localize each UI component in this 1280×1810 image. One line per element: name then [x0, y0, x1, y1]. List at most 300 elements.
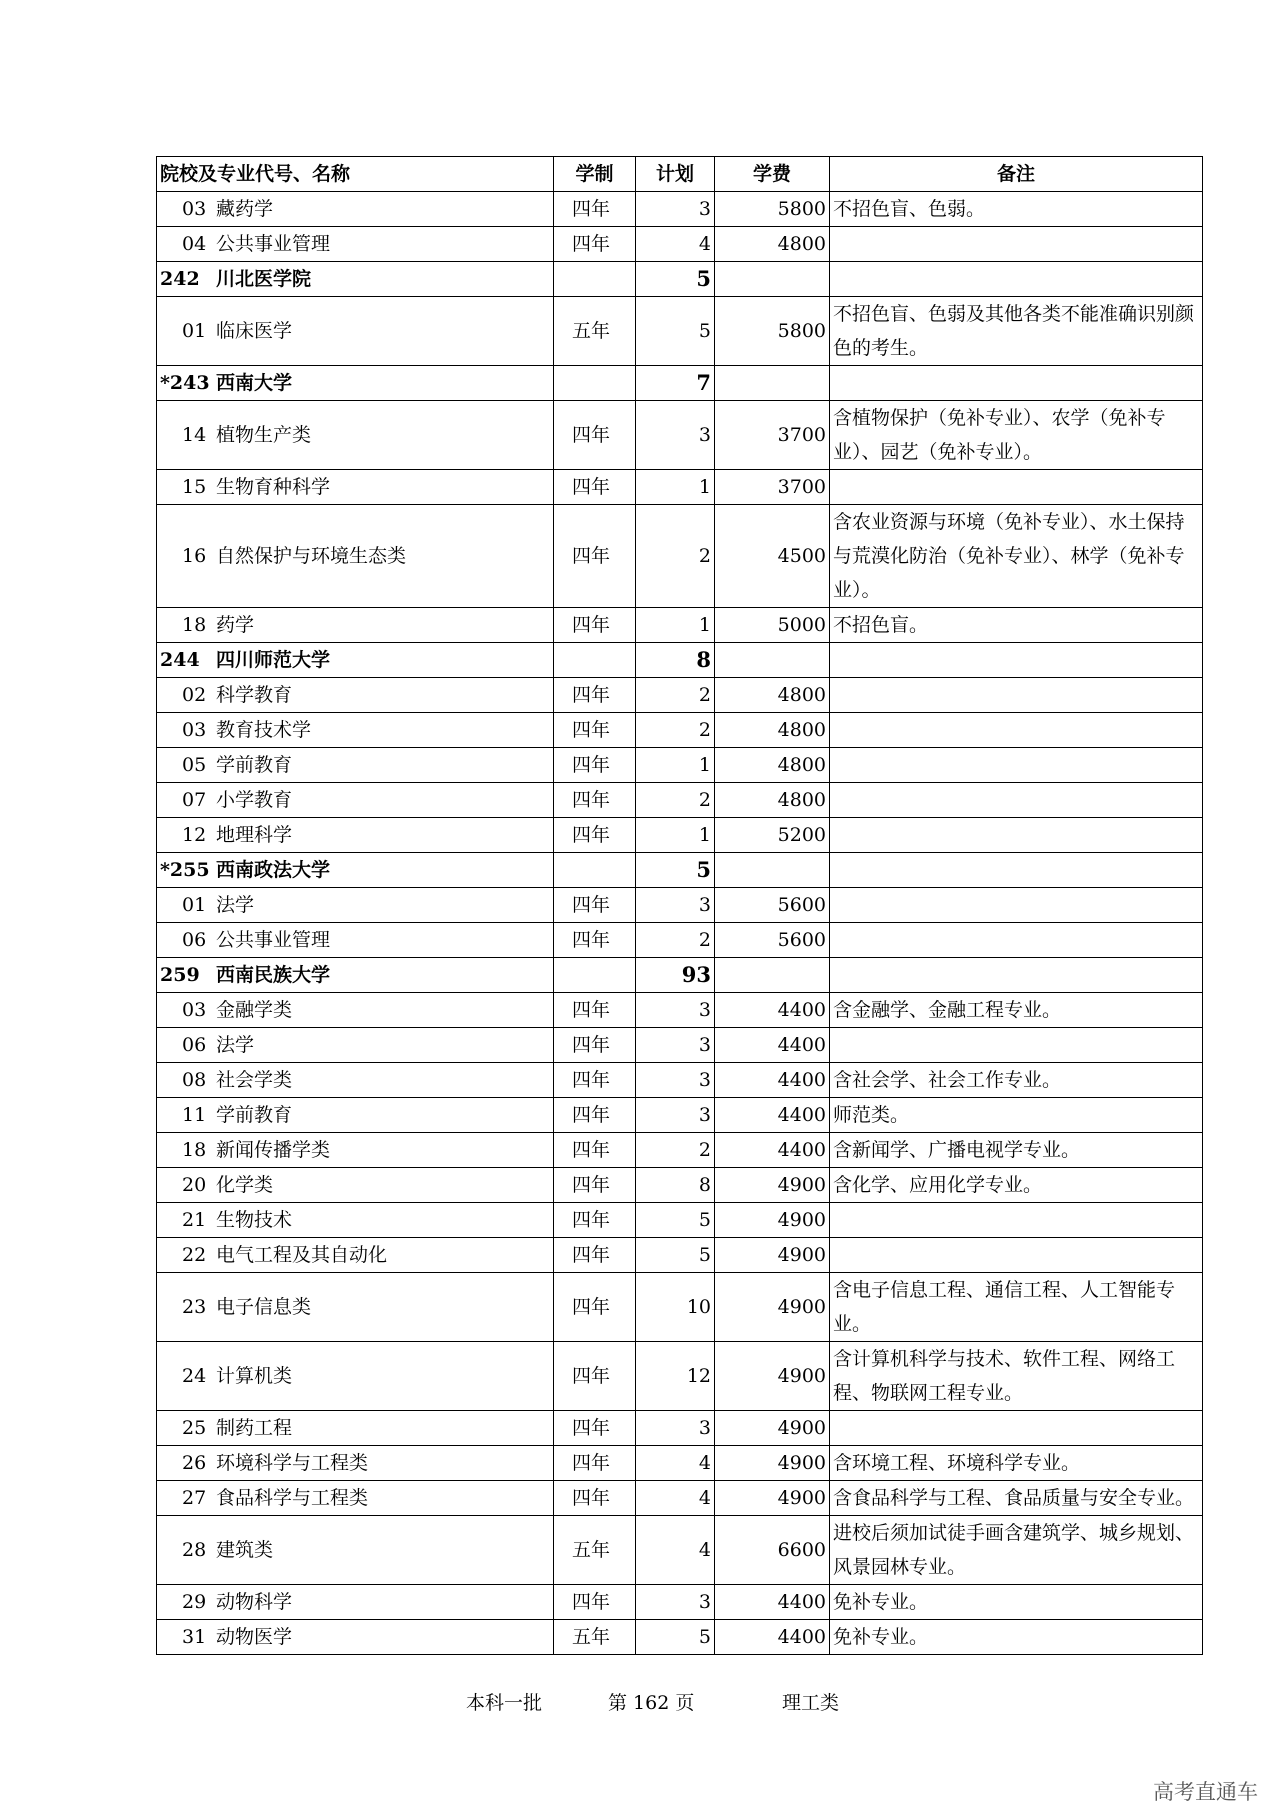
major-fee: 4400	[715, 1585, 830, 1620]
major-note-text: 免补专业。	[833, 1591, 929, 1613]
major-note	[830, 192, 1203, 227]
major-note-text: 含食品科学与工程、食品质量与安全专业。	[833, 1487, 1195, 1509]
major-code: 27	[182, 1487, 207, 1509]
major-note-text: 含化学、应用化学专业。	[833, 1174, 1043, 1196]
page-footer	[0, 1688, 1280, 1718]
major-fee: 3700	[715, 470, 830, 505]
major-system: 四年	[554, 1273, 636, 1342]
major-row	[157, 1411, 1203, 1446]
major-system: 四年	[554, 1203, 636, 1238]
school-system	[554, 853, 636, 888]
major-row	[157, 192, 1203, 227]
major-note	[830, 1585, 1203, 1620]
major-fee: 4400	[715, 1620, 830, 1655]
school-row	[157, 366, 1203, 401]
major-name: 植物生产类	[216, 424, 312, 446]
major-name: 自然保护与环境生态类	[216, 545, 407, 567]
major-name: 金融学类	[216, 999, 293, 1021]
major-cell	[157, 192, 554, 227]
major-cell	[157, 678, 554, 713]
major-name: 药学	[216, 614, 255, 636]
major-note	[830, 1168, 1203, 1203]
major-code: 15	[182, 476, 207, 498]
major-name: 公共事业管理	[216, 233, 331, 255]
major-code: 20	[182, 1174, 207, 1196]
major-row	[157, 1481, 1203, 1516]
major-note	[830, 1411, 1203, 1446]
school-name: 川北医学院	[216, 268, 312, 290]
school-plan: 5	[636, 853, 715, 888]
major-note	[830, 818, 1203, 853]
major-note	[830, 1028, 1203, 1063]
school-row	[157, 262, 1203, 297]
school-plan: 5	[636, 262, 715, 297]
major-fee: 4400	[715, 1063, 830, 1098]
major-name: 社会学类	[216, 1069, 293, 1091]
major-system: 四年	[554, 470, 636, 505]
major-system: 四年	[554, 748, 636, 783]
major-plan: 2	[636, 713, 715, 748]
school-plan: 7	[636, 366, 715, 401]
major-code: 04	[182, 233, 207, 255]
major-note	[830, 1446, 1203, 1481]
major-system: 四年	[554, 993, 636, 1028]
major-code: 22	[182, 1244, 207, 1266]
major-code: 28	[182, 1539, 207, 1561]
major-note	[830, 401, 1203, 470]
major-cell	[157, 1238, 554, 1273]
major-name: 藏药学	[216, 198, 274, 220]
major-fee: 5600	[715, 923, 830, 958]
school-system	[554, 958, 636, 993]
major-name: 科学教育	[216, 684, 293, 706]
school-note	[830, 853, 1203, 888]
major-row	[157, 923, 1203, 958]
major-name: 新闻传播学类	[216, 1139, 331, 1161]
major-plan: 5	[636, 1203, 715, 1238]
major-cell	[157, 993, 554, 1028]
major-system: 四年	[554, 1028, 636, 1063]
major-code: 31	[182, 1626, 207, 1648]
major-name: 动物科学	[216, 1591, 293, 1613]
major-name: 学前教育	[216, 754, 293, 776]
major-plan: 3	[636, 192, 715, 227]
major-note	[830, 1063, 1203, 1098]
major-name: 电子信息类	[216, 1296, 312, 1318]
school-code: 259	[160, 964, 200, 986]
major-plan: 3	[636, 1585, 715, 1620]
school-row	[157, 958, 1203, 993]
header-system: 学制	[554, 157, 636, 192]
major-system: 五年	[554, 1620, 636, 1655]
major-fee: 4900	[715, 1168, 830, 1203]
school-code: 244	[160, 649, 200, 671]
major-cell	[157, 1411, 554, 1446]
major-row	[157, 1516, 1203, 1585]
major-note-text: 不招色盲、色弱及其他各类不能准确识别颜色的考生。	[833, 303, 1195, 359]
major-fee: 4900	[715, 1481, 830, 1516]
major-note	[830, 1098, 1203, 1133]
major-cell	[157, 1342, 554, 1411]
major-plan: 4	[636, 1481, 715, 1516]
major-system: 四年	[554, 401, 636, 470]
major-code: 25	[182, 1417, 207, 1439]
major-system: 四年	[554, 783, 636, 818]
major-name: 计算机类	[216, 1365, 293, 1387]
school-name: 西南民族大学	[216, 964, 331, 986]
school-cell	[157, 366, 554, 401]
major-note-text: 含农业资源与环境（免补专业）、水土保持与荒漠化防治（免补专业）、林学（免补专业）。	[833, 511, 1185, 601]
major-cell	[157, 1133, 554, 1168]
major-name: 电气工程及其自动化	[216, 1244, 388, 1266]
major-plan: 1	[636, 470, 715, 505]
major-fee: 3700	[715, 401, 830, 470]
major-fee: 4500	[715, 505, 830, 608]
major-system: 四年	[554, 1411, 636, 1446]
footer-batch: 本科一批	[466, 1692, 543, 1714]
major-plan: 3	[636, 401, 715, 470]
major-note	[830, 505, 1203, 608]
major-name: 临床医学	[216, 320, 293, 342]
major-note	[830, 1620, 1203, 1655]
school-note	[830, 366, 1203, 401]
major-plan: 1	[636, 748, 715, 783]
admission-plan-table	[156, 156, 1203, 1655]
major-plan: 4	[636, 227, 715, 262]
major-fee: 4900	[715, 1203, 830, 1238]
major-system: 四年	[554, 1098, 636, 1133]
school-name: 西南政法大学	[216, 859, 331, 881]
major-cell	[157, 297, 554, 366]
major-cell	[157, 1446, 554, 1481]
school-plan: 8	[636, 643, 715, 678]
major-code: 06	[182, 1034, 207, 1056]
major-fee: 4900	[715, 1411, 830, 1446]
table-body	[157, 192, 1203, 1655]
major-code: 02	[182, 684, 207, 706]
major-cell	[157, 1098, 554, 1133]
major-row	[157, 505, 1203, 608]
major-cell	[157, 1585, 554, 1620]
major-system: 四年	[554, 1168, 636, 1203]
major-row	[157, 1063, 1203, 1098]
major-row	[157, 1446, 1203, 1481]
major-row	[157, 1133, 1203, 1168]
school-code: *243	[160, 372, 210, 394]
major-plan: 1	[636, 608, 715, 643]
major-row	[157, 678, 1203, 713]
footer-page-number: 第 162 页	[608, 1692, 695, 1714]
major-row	[157, 888, 1203, 923]
major-cell	[157, 227, 554, 262]
major-system: 四年	[554, 1342, 636, 1411]
major-system: 四年	[554, 713, 636, 748]
major-note	[830, 1203, 1203, 1238]
major-fee: 4900	[715, 1273, 830, 1342]
major-fee: 4900	[715, 1446, 830, 1481]
major-note	[830, 227, 1203, 262]
major-note-text: 含新闻学、广播电视学专业。	[833, 1139, 1081, 1161]
major-name: 生物育种科学	[216, 476, 331, 498]
major-cell	[157, 1273, 554, 1342]
major-fee: 5000	[715, 608, 830, 643]
major-row	[157, 1028, 1203, 1063]
major-row	[157, 1620, 1203, 1655]
major-fee: 4400	[715, 993, 830, 1028]
major-plan: 1	[636, 818, 715, 853]
school-system	[554, 366, 636, 401]
major-note-text: 含电子信息工程、通信工程、人工智能专业。	[833, 1279, 1176, 1335]
major-fee: 4400	[715, 1098, 830, 1133]
major-cell	[157, 888, 554, 923]
school-name: 西南大学	[216, 372, 293, 394]
major-code: 08	[182, 1069, 207, 1091]
major-code: 24	[182, 1365, 207, 1387]
major-plan: 5	[636, 1620, 715, 1655]
major-note	[830, 713, 1203, 748]
school-name: 四川师范大学	[216, 649, 331, 671]
school-note	[830, 643, 1203, 678]
major-name: 化学类	[216, 1174, 274, 1196]
major-plan: 4	[636, 1446, 715, 1481]
major-name: 食品科学与工程类	[216, 1487, 369, 1509]
major-plan: 3	[636, 1028, 715, 1063]
major-system: 四年	[554, 923, 636, 958]
major-note	[830, 1481, 1203, 1516]
major-row	[157, 1238, 1203, 1273]
major-name: 学前教育	[216, 1104, 293, 1126]
major-cell	[157, 748, 554, 783]
major-system: 四年	[554, 1481, 636, 1516]
major-note	[830, 888, 1203, 923]
major-fee: 5800	[715, 192, 830, 227]
major-note-text: 含金融学、金融工程专业。	[833, 999, 1062, 1021]
major-note	[830, 608, 1203, 643]
major-plan: 12	[636, 1342, 715, 1411]
major-name: 建筑类	[216, 1539, 274, 1561]
major-note-text: 师范类。	[833, 1104, 910, 1126]
major-system: 四年	[554, 1446, 636, 1481]
major-cell	[157, 783, 554, 818]
footer-category: 理工类	[782, 1692, 840, 1714]
school-fee	[715, 262, 830, 297]
major-row	[157, 818, 1203, 853]
major-plan: 5	[636, 297, 715, 366]
major-row	[157, 227, 1203, 262]
major-row	[157, 748, 1203, 783]
major-note-text: 不招色盲。	[833, 614, 929, 636]
major-plan: 2	[636, 505, 715, 608]
major-row	[157, 1168, 1203, 1203]
major-note	[830, 1133, 1203, 1168]
major-name: 生物技术	[216, 1209, 293, 1231]
major-code: 16	[182, 545, 207, 567]
major-fee: 4800	[715, 227, 830, 262]
major-code: 07	[182, 789, 207, 811]
major-note	[830, 783, 1203, 818]
school-row	[157, 643, 1203, 678]
school-code: *255	[160, 859, 210, 881]
major-note-text: 免补专业。	[833, 1626, 929, 1648]
school-fee	[715, 853, 830, 888]
school-code: 242	[160, 268, 200, 290]
school-cell	[157, 853, 554, 888]
major-code: 14	[182, 424, 207, 446]
major-row	[157, 1585, 1203, 1620]
major-note-text: 不招色盲、色弱。	[833, 198, 986, 220]
major-name: 小学教育	[216, 789, 293, 811]
major-fee: 4900	[715, 1238, 830, 1273]
major-name: 环境科学与工程类	[216, 1452, 369, 1474]
major-fee: 5800	[715, 297, 830, 366]
major-system: 四年	[554, 1063, 636, 1098]
major-fee: 5600	[715, 888, 830, 923]
major-plan: 2	[636, 1133, 715, 1168]
school-row	[157, 853, 1203, 888]
major-note	[830, 993, 1203, 1028]
major-system: 四年	[554, 1585, 636, 1620]
major-cell	[157, 505, 554, 608]
major-cell	[157, 1063, 554, 1098]
major-fee: 4800	[715, 748, 830, 783]
major-code: 18	[182, 1139, 207, 1161]
major-cell	[157, 1620, 554, 1655]
major-note	[830, 1516, 1203, 1585]
header-name: 院校及专业代号、名称	[157, 157, 554, 192]
header-plan: 计划	[636, 157, 715, 192]
major-cell	[157, 923, 554, 958]
major-system: 四年	[554, 192, 636, 227]
major-name: 法学	[216, 894, 255, 916]
major-fee: 5200	[715, 818, 830, 853]
school-fee	[715, 366, 830, 401]
major-fee: 4800	[715, 678, 830, 713]
major-note-text: 进校后须加试徒手画含建筑学、城乡规划、风景园林专业。	[833, 1522, 1195, 1578]
watermark: 高考直通车	[1153, 1780, 1258, 1804]
major-note	[830, 1273, 1203, 1342]
major-code: 21	[182, 1209, 207, 1231]
major-system: 五年	[554, 1516, 636, 1585]
major-fee: 4400	[715, 1028, 830, 1063]
school-cell	[157, 958, 554, 993]
major-note	[830, 923, 1203, 958]
major-code: 01	[182, 894, 207, 916]
major-cell	[157, 818, 554, 853]
major-system: 四年	[554, 227, 636, 262]
school-fee	[715, 958, 830, 993]
major-code: 23	[182, 1296, 207, 1318]
major-code: 03	[182, 999, 207, 1021]
major-code: 12	[182, 824, 207, 846]
major-row	[157, 993, 1203, 1028]
school-plan: 93	[636, 958, 715, 993]
major-note	[830, 1342, 1203, 1411]
major-fee: 4800	[715, 783, 830, 818]
major-system: 四年	[554, 1238, 636, 1273]
major-note	[830, 1238, 1203, 1273]
major-fee: 4400	[715, 1133, 830, 1168]
school-note	[830, 262, 1203, 297]
major-cell	[157, 1516, 554, 1585]
major-code: 26	[182, 1452, 207, 1474]
major-plan: 8	[636, 1168, 715, 1203]
major-note-text: 含计算机科学与技术、软件工程、网络工程、物联网工程专业。	[833, 1348, 1176, 1404]
major-name: 教育技术学	[216, 719, 312, 741]
major-row	[157, 470, 1203, 505]
major-name: 公共事业管理	[216, 929, 331, 951]
major-cell	[157, 401, 554, 470]
header-fee: 学费	[715, 157, 830, 192]
major-plan: 3	[636, 1411, 715, 1446]
major-row	[157, 783, 1203, 818]
major-note-text: 含环境工程、环境科学专业。	[833, 1452, 1081, 1474]
major-name: 地理科学	[216, 824, 293, 846]
table-header-row	[157, 157, 1203, 192]
major-note	[830, 748, 1203, 783]
major-note	[830, 470, 1203, 505]
major-row	[157, 401, 1203, 470]
major-row	[157, 608, 1203, 643]
major-code: 29	[182, 1591, 207, 1613]
major-plan: 3	[636, 1063, 715, 1098]
major-cell	[157, 608, 554, 643]
major-plan: 2	[636, 783, 715, 818]
major-system: 四年	[554, 505, 636, 608]
major-fee: 4800	[715, 713, 830, 748]
major-cell	[157, 1481, 554, 1516]
major-note	[830, 297, 1203, 366]
major-plan: 5	[636, 1238, 715, 1273]
major-system: 五年	[554, 297, 636, 366]
major-plan: 3	[636, 1098, 715, 1133]
school-note	[830, 958, 1203, 993]
school-fee	[715, 643, 830, 678]
major-note-text: 含社会学、社会工作专业。	[833, 1069, 1062, 1091]
major-system: 四年	[554, 608, 636, 643]
header-note: 备注	[830, 157, 1203, 192]
major-plan: 2	[636, 923, 715, 958]
major-row	[157, 1273, 1203, 1342]
major-row	[157, 1203, 1203, 1238]
major-code: 06	[182, 929, 207, 951]
major-name: 制药工程	[216, 1417, 293, 1439]
major-code: 11	[182, 1104, 207, 1126]
major-code: 05	[182, 754, 207, 776]
major-plan: 4	[636, 1516, 715, 1585]
major-row	[157, 297, 1203, 366]
major-fee: 4900	[715, 1342, 830, 1411]
school-cell	[157, 643, 554, 678]
school-cell	[157, 262, 554, 297]
major-cell	[157, 1203, 554, 1238]
major-system: 四年	[554, 888, 636, 923]
major-note	[830, 678, 1203, 713]
major-fee: 6600	[715, 1516, 830, 1585]
major-code: 18	[182, 614, 207, 636]
major-note-text: 含植物保护（免补专业）、农学（免补专业）、园艺（免补专业）。	[833, 407, 1166, 463]
major-cell	[157, 1028, 554, 1063]
major-code: 01	[182, 320, 207, 342]
major-plan: 10	[636, 1273, 715, 1342]
major-name: 法学	[216, 1034, 255, 1056]
school-system	[554, 643, 636, 678]
major-row	[157, 1342, 1203, 1411]
major-system: 四年	[554, 1133, 636, 1168]
major-cell	[157, 470, 554, 505]
major-cell	[157, 1168, 554, 1203]
major-system: 四年	[554, 678, 636, 713]
school-system	[554, 262, 636, 297]
